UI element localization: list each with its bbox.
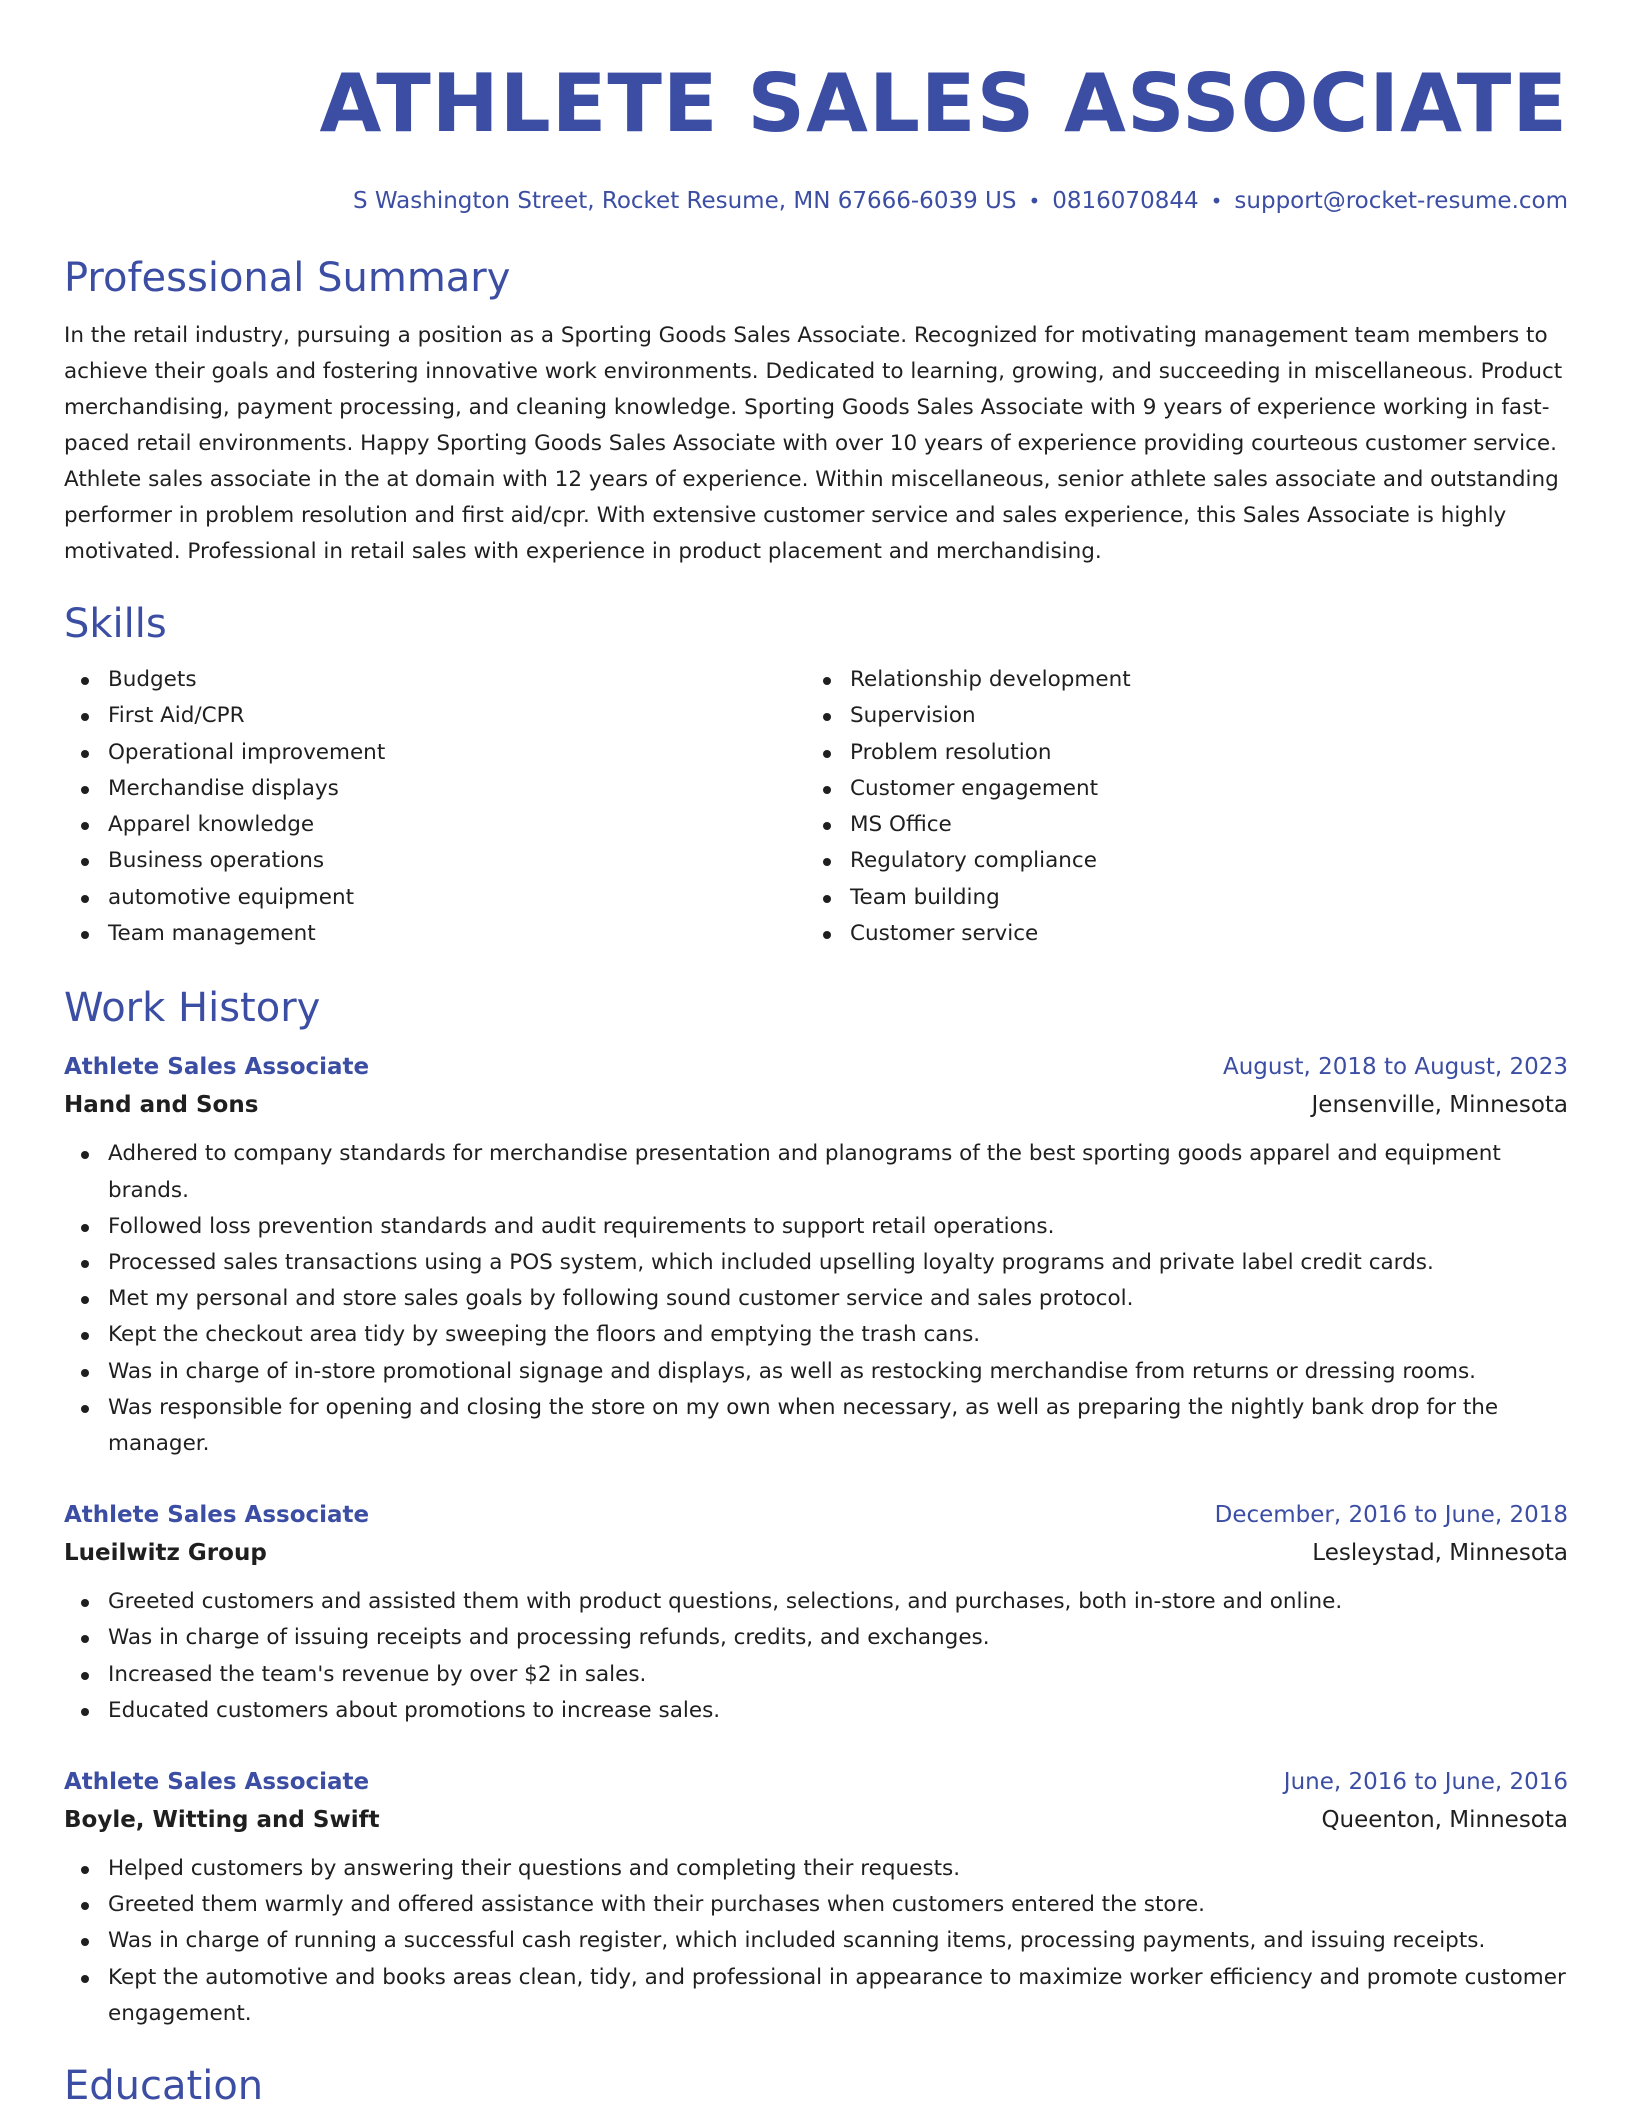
skill-item: Merchandise displays	[64, 771, 806, 807]
job-bullet: Greeted customers and assisted them with product questions, selections, and purchases, both in-store and online.	[64, 1584, 1568, 1620]
job-company-row	[64, 1086, 1568, 1124]
skill-item: Business operations	[64, 843, 806, 879]
skill-item: Customer engagement	[806, 771, 1548, 807]
job-bullet: Was in charge of issuing receipts and processing refunds, credits, and exchanges.	[64, 1620, 1568, 1656]
job-company: Hand and Sons	[64, 1092, 259, 1119]
work-history-section	[64, 982, 1568, 2032]
section-title-skills: Skills	[64, 601, 167, 647]
section-title-education: Education	[64, 2063, 264, 2110]
job-dates: August, 2018 to August, 2023	[1223, 1054, 1568, 1081]
job-location: Queenton, Minnesota	[1321, 1807, 1568, 1834]
skill-item: Team management	[64, 916, 806, 952]
contact-email: support@rocket-resume.com	[1234, 188, 1568, 214]
skill-item: Regulatory compliance	[806, 843, 1548, 879]
skill-item: MS Office	[806, 807, 1548, 843]
resume-header	[64, 0, 1568, 216]
job-company: Lueilwitz Group	[64, 1540, 267, 1567]
job-bullet: Adhered to company standards for merchandise presentation and planograms of the best sporting goods apparel and equipment brands.	[64, 1136, 1568, 1208]
job-bullet: Educated customers about promotions to increase sales.	[64, 1693, 1568, 1729]
job-bullet: Kept the automotive and books areas clean, tidy, and professional in appearance to maximize worker efficiency and promote customer engagement.	[64, 1960, 1568, 2032]
skills-grid	[64, 662, 1568, 952]
job-header-row	[64, 1496, 1568, 1534]
job-bullet: Processed sales transactions using a POS system, which included upselling loyalty programs and private label credit cards.	[64, 1245, 1568, 1281]
job-header-row	[64, 1763, 1568, 1801]
job-dates: December, 2016 to June, 2018	[1214, 1502, 1568, 1529]
job-bullet: Was in charge of running a successful cash register, which included scanning items, processing payments, and issuing receipts.	[64, 1923, 1568, 1959]
contact-line	[64, 186, 1568, 216]
job-location: Lesleystad, Minnesota	[1312, 1540, 1568, 1567]
job-bullet: Greeted them warmly and offered assistance with their purchases when customers entered the store.	[64, 1887, 1568, 1923]
job-dates: June, 2016 to June, 2016	[1283, 1769, 1568, 1796]
skill-item: Relationship development	[806, 662, 1548, 698]
skill-item: Team building	[806, 880, 1548, 916]
resume-page	[64, 0, 1568, 2112]
job-company-row	[64, 1534, 1568, 1572]
professional-summary-section	[64, 252, 1568, 570]
job-bullet: Was responsible for opening and closing the store on my own when necessary, as well as preparing the nightly bank drop for the manager.	[64, 1390, 1568, 1462]
job-bullet-list	[64, 1851, 1568, 2032]
skill-item: Problem resolution	[806, 735, 1548, 771]
job-location: Jensenville, Minnesota	[1311, 1092, 1568, 1119]
skill-item: automotive equipment	[64, 880, 806, 916]
skills-column-right	[806, 662, 1548, 952]
section-title-summary: Professional Summary	[64, 255, 511, 301]
job-bullet: Increased the team's revenue by over $2 in sales.	[64, 1657, 1568, 1693]
job-bullet: Kept the checkout area tidy by sweeping the floors and emptying the trash cans.	[64, 1317, 1568, 1353]
skill-item: Supervision	[806, 698, 1548, 734]
skill-item: Apparel knowledge	[64, 807, 806, 843]
contact-separator: •	[1210, 189, 1223, 213]
skills-column-left	[64, 662, 806, 952]
skill-item: First Aid/CPR	[64, 698, 806, 734]
skill-item: Operational improvement	[64, 735, 806, 771]
job-bullet: Was in charge of in-store promotional signage and displays, as well as restocking merchandise from returns or dressing rooms.	[64, 1354, 1568, 1390]
education-section	[64, 2060, 1568, 2112]
skills-section	[64, 598, 1568, 952]
section-title-work-history: Work History	[64, 985, 321, 1032]
job-entry	[64, 1496, 1568, 1729]
skill-item: Customer service	[806, 916, 1548, 952]
job-bullet-list	[64, 1136, 1568, 1462]
job-bullet: Followed loss prevention standards and audit requirements to support retail operations.	[64, 1209, 1568, 1245]
job-bullet: Met my personal and store sales goals by following sound customer service and sales protocol.	[64, 1281, 1568, 1317]
job-title: Athlete Sales Associate	[64, 1769, 370, 1796]
contact-separator: •	[1028, 189, 1041, 213]
job-bullet: Helped customers by answering their questions and completing their requests.	[64, 1851, 1568, 1887]
skill-item: Budgets	[64, 662, 806, 698]
job-entry	[64, 1048, 1568, 1462]
job-bullet-list	[64, 1584, 1568, 1729]
job-title: Athlete Sales Associate	[64, 1502, 370, 1529]
job-title: Athlete Sales Associate	[64, 1054, 370, 1081]
candidate-name: ATHLETE SALES ASSOCIATE	[319, 57, 1568, 150]
contact-phone: 0816070844	[1052, 188, 1199, 214]
job-company-row	[64, 1801, 1568, 1839]
job-entry	[64, 1763, 1568, 2032]
summary-text: In the retail industry, pursuing a position as a Sporting Goods Sales Associate. Recognized for motivating management team members to achieve their goals and fostering innovative work environments. Dedicated to learning, growing, and succeeding in miscellaneous. Product merchandising, payment processing, and cleaning knowledge. Sporting Goods Sales Associate with 9 years of experience working in fast-paced retail environments. Happy Sporting Goods Sales Associate with over 10 years of experience providing courteous customer service. Athlete sales associate in the at domain with 12 years of experience. Within miscellaneous, senior athlete sales associate and outstanding performer in problem resolution and first aid/cpr. With extensive customer service and sales experience, this Sales Associate is highly motivated. Professional in retail sales with experience in product placement and merchandising.	[64, 323, 1563, 564]
job-company: Boyle, Witting and Swift	[64, 1807, 380, 1834]
job-header-row	[64, 1048, 1568, 1086]
contact-address: S Washington Street, Rocket Resume, MN 67666-6039 US	[352, 188, 1017, 214]
